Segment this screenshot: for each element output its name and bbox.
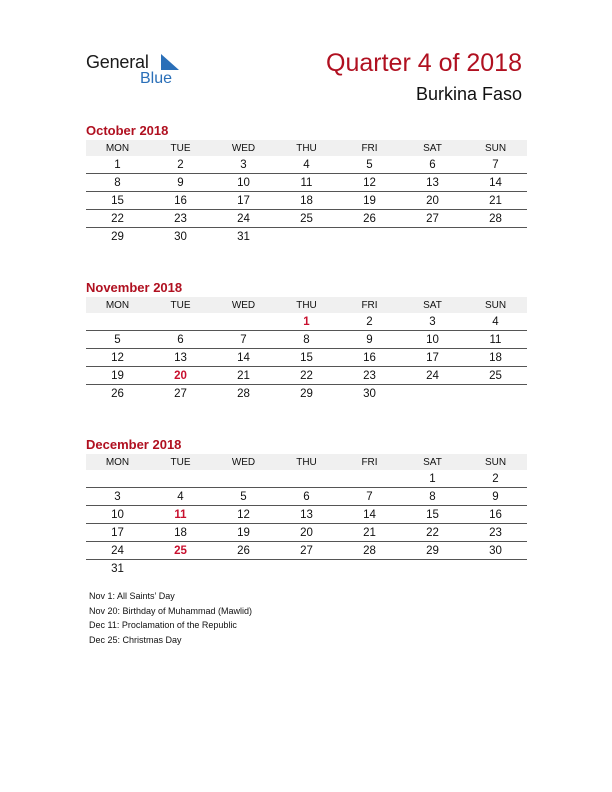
month-november <box>86 279 527 402</box>
day-cell: 15 <box>86 192 149 210</box>
day-cell: 9 <box>464 488 527 506</box>
holiday-note: Nov 20: Birthday of Muhammad (Mawlid) <box>89 605 253 616</box>
weekday-header: WED <box>212 454 275 470</box>
day-cell <box>338 228 401 246</box>
day-cell: 26 <box>212 542 275 560</box>
country-name: Burkina Faso <box>415 84 522 104</box>
day-cell: 23 <box>464 524 527 542</box>
day-cell: 16 <box>149 192 212 210</box>
weekday-header: THU <box>275 297 338 313</box>
week-row <box>86 210 527 228</box>
day-cell: 28 <box>237 387 250 400</box>
day-cell: 28 <box>338 542 401 560</box>
day-cell <box>464 228 527 246</box>
weekday-header-row <box>86 297 527 313</box>
day-cell: 13 <box>401 174 464 192</box>
day-cell: 12 <box>338 174 401 192</box>
weekday-header: MON <box>86 140 149 156</box>
holiday-day-cell: 1 <box>275 313 338 331</box>
month-title: November 2018 <box>86 280 183 295</box>
page-title: Quarter 4 of 2018 <box>326 49 522 77</box>
week-row <box>86 506 527 524</box>
holiday-day-cell: 20 <box>149 367 212 385</box>
weekday-header: THU <box>275 454 338 470</box>
day-cell: 7 <box>212 331 275 349</box>
week-row <box>86 313 527 331</box>
day-cell: 22 <box>275 367 338 385</box>
day-cell <box>275 228 338 246</box>
day-cell: 5 <box>212 488 275 506</box>
day-cell: 28 <box>464 210 527 228</box>
day-cell <box>275 470 338 488</box>
day-cell: 19 <box>86 367 149 385</box>
day-cell <box>149 313 212 331</box>
day-cell: 29 <box>111 230 124 243</box>
week-row <box>86 488 527 506</box>
week-row <box>86 331 527 349</box>
day-cell <box>275 560 338 578</box>
day-cell: 24 <box>86 542 149 560</box>
day-cell <box>464 385 527 403</box>
day-cell: 26 <box>111 387 124 400</box>
day-cell: 6 <box>401 156 464 174</box>
day-cell: 17 <box>401 349 464 367</box>
day-cell: 29 <box>401 542 464 560</box>
day-cell: 27 <box>275 542 338 560</box>
day-cell <box>212 560 275 578</box>
weekday-header: SUN <box>464 454 527 470</box>
day-cell: 22 <box>86 210 149 228</box>
day-cell: 17 <box>86 524 149 542</box>
day-cell: 6 <box>275 488 338 506</box>
day-cell: 10 <box>401 331 464 349</box>
day-cell: 17 <box>212 192 275 210</box>
week-row <box>86 192 527 210</box>
day-cell: 14 <box>212 349 275 367</box>
day-cell: 2 <box>338 313 401 331</box>
day-cell: 12 <box>86 349 149 367</box>
day-cell: 10 <box>212 174 275 192</box>
weekday-header: FRI <box>338 297 401 313</box>
month-title: December 2018 <box>86 437 182 452</box>
day-cell: 29 <box>300 387 313 400</box>
week-row <box>86 542 527 560</box>
brand-logo <box>86 50 196 90</box>
day-cell <box>401 385 464 403</box>
weekday-header: TUE <box>149 454 212 470</box>
day-cell: 30 <box>174 230 187 243</box>
day-cell: 13 <box>275 506 338 524</box>
day-cell: 25 <box>275 210 338 228</box>
week-row <box>86 367 527 385</box>
weekday-header: MON <box>86 297 149 313</box>
day-cell: 14 <box>464 174 527 192</box>
day-cell: 15 <box>275 349 338 367</box>
day-cell: 27 <box>174 387 187 400</box>
day-cell: 5 <box>86 331 149 349</box>
day-cell <box>338 560 401 578</box>
weekday-header: SUN <box>464 140 527 156</box>
day-cell: 12 <box>212 506 275 524</box>
day-cell: 13 <box>149 349 212 367</box>
day-cell: 31 <box>237 230 250 243</box>
day-cell: 24 <box>212 210 275 228</box>
weekday-header: WED <box>212 140 275 156</box>
day-cell: 26 <box>338 210 401 228</box>
day-cell: 30 <box>464 542 527 560</box>
weekday-header: TUE <box>149 140 212 156</box>
day-cell: 10 <box>86 506 149 524</box>
weekday-header: SAT <box>401 140 464 156</box>
day-cell: 23 <box>149 210 212 228</box>
weekday-header: FRI <box>338 454 401 470</box>
holiday-notes <box>89 589 252 647</box>
day-cell: 8 <box>401 488 464 506</box>
day-cell: 9 <box>338 331 401 349</box>
day-cell: 6 <box>149 331 212 349</box>
weekday-header: TUE <box>149 297 212 313</box>
day-cell: 8 <box>86 174 149 192</box>
month-october <box>86 122 527 245</box>
day-cell: 21 <box>212 367 275 385</box>
weekday-header: SAT <box>401 297 464 313</box>
day-cell: 1 <box>401 470 464 488</box>
day-cell: 16 <box>338 349 401 367</box>
day-cell <box>464 560 527 578</box>
logo-word-general: General <box>86 52 149 72</box>
day-cell <box>86 313 149 331</box>
day-cell: 27 <box>401 210 464 228</box>
day-cell: 9 <box>149 174 212 192</box>
holiday-note: Dec 25: Christmas Day <box>89 634 182 645</box>
day-cell: 2 <box>464 470 527 488</box>
week-row <box>86 156 527 174</box>
month-title: October 2018 <box>86 123 169 138</box>
day-cell: 4 <box>149 488 212 506</box>
day-cell: 19 <box>212 524 275 542</box>
day-cell: 7 <box>338 488 401 506</box>
day-cell: 30 <box>363 387 376 400</box>
day-cell: 16 <box>464 506 527 524</box>
day-cell: 22 <box>401 524 464 542</box>
holiday-note: Dec 11: Proclamation of the Republic <box>89 620 237 630</box>
week-row <box>86 560 527 578</box>
weekday-header: SAT <box>401 454 464 470</box>
day-cell: 2 <box>149 156 212 174</box>
day-cell <box>401 228 464 246</box>
day-cell: 3 <box>212 156 275 174</box>
day-cell: 20 <box>275 524 338 542</box>
day-cell: 5 <box>338 156 401 174</box>
week-row <box>86 349 527 367</box>
day-cell <box>86 470 149 488</box>
day-cell: 18 <box>464 349 527 367</box>
day-cell: 31 <box>111 562 124 575</box>
week-row <box>86 524 527 542</box>
weekday-header: FRI <box>338 140 401 156</box>
day-cell <box>212 470 275 488</box>
day-cell: 20 <box>401 192 464 210</box>
week-row <box>86 385 527 403</box>
calendar-grid <box>86 297 527 402</box>
day-cell: 15 <box>401 506 464 524</box>
weekday-header: SUN <box>464 297 527 313</box>
weekday-header-row <box>86 454 527 470</box>
day-cell <box>401 560 464 578</box>
day-cell: 23 <box>338 367 401 385</box>
day-cell: 11 <box>464 331 527 349</box>
holiday-day-cell: 11 <box>149 506 212 524</box>
weekday-header-row <box>86 140 527 156</box>
day-cell: 1 <box>86 156 149 174</box>
day-cell: 7 <box>464 156 527 174</box>
day-cell: 21 <box>338 524 401 542</box>
weekday-header: THU <box>275 140 338 156</box>
day-cell: 3 <box>401 313 464 331</box>
day-cell: 4 <box>275 156 338 174</box>
week-row <box>86 470 527 488</box>
day-cell: 3 <box>86 488 149 506</box>
week-row <box>86 228 527 246</box>
calendar-grid <box>86 454 527 577</box>
day-cell: 14 <box>338 506 401 524</box>
day-cell <box>149 470 212 488</box>
weekday-header: WED <box>212 297 275 313</box>
day-cell: 18 <box>275 192 338 210</box>
holiday-day-cell: 25 <box>149 542 212 560</box>
day-cell <box>338 470 401 488</box>
day-cell: 8 <box>275 331 338 349</box>
month-december <box>86 436 527 577</box>
day-cell: 25 <box>464 367 527 385</box>
day-cell <box>212 313 275 331</box>
day-cell: 18 <box>149 524 212 542</box>
day-cell <box>149 560 212 578</box>
calendar-grid <box>86 140 527 245</box>
logo-word-blue: Blue <box>140 70 173 87</box>
week-row <box>86 174 527 192</box>
logo-triangle-icon <box>161 54 179 70</box>
day-cell: 19 <box>338 192 401 210</box>
weekday-header: MON <box>86 454 149 470</box>
day-cell: 11 <box>275 174 338 192</box>
holiday-note: Nov 1: All Saints’ Day <box>89 591 175 601</box>
day-cell: 4 <box>464 313 527 331</box>
day-cell: 24 <box>401 367 464 385</box>
day-cell: 21 <box>464 192 527 210</box>
